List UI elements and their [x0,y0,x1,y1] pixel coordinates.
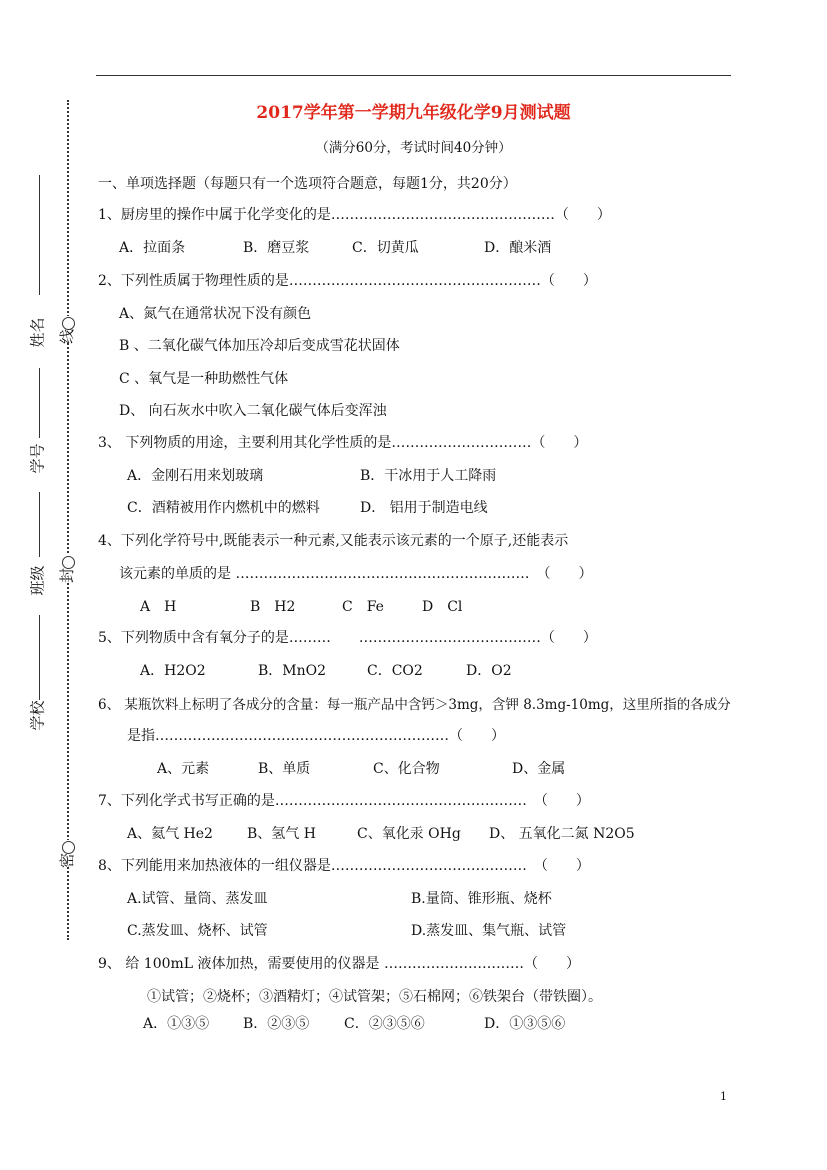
field-label-class: 班级 [28,565,47,596]
field-line-class[interactable] [39,492,40,557]
option-c[interactable]: C 、氧气是一种助燃性气体 [119,371,289,387]
question-stem-cont: ①试管；②烧杯；③酒精灯；④试管架；⑤石棉网；⑥铁架台（带铁圈）。 [147,989,602,1005]
option-a[interactable]: A．H2O2 [140,663,206,679]
page-subtitle: （满分60分，考试时间40分钟） [315,140,512,156]
option-b[interactable]: B.量筒、锥形瓶、烧杯 [411,891,552,907]
binding-dotted-line [67,100,69,940]
question-stem: 8、下列能用来加热液体的一组仪器是…………………………………… （ ） [98,858,590,874]
field-label-school: 学校 [28,700,47,731]
option-c[interactable]: C、化合物 [373,761,440,777]
question-stem: 5、下列物质中含有氧分子的是……… …………………………………（ ） [98,630,597,646]
seal-mark-mi: 密 [55,840,81,866]
option-a[interactable]: A、氮气在通常状况下没有颜色 [119,306,312,322]
option-a[interactable]: A H [140,599,177,615]
option-c[interactable]: C．CO2 [367,663,423,679]
option-c[interactable]: C．切黄瓜 [352,240,419,256]
question-stem: 6、 某瓶饮料上标明了各成分的含量：每一瓶产品中含钙＞3mg，含钾 8.3mg-10mg，这里所指的各成分 [98,697,731,713]
option-d[interactable]: D、金属 [512,761,566,777]
circle-icon [62,317,75,330]
option-b[interactable]: B 、二氧化碳气体加压冷却后变成雪花状固体 [119,338,400,354]
field-line-id[interactable] [39,368,40,438]
option-d[interactable]: D Cl [422,599,463,615]
field-line-school[interactable] [39,615,40,700]
question-stem-cont: 是指………………………………………………………（ ） [127,728,505,744]
option-c[interactable]: C．酒精被用作内燃机中的燃料 [127,500,320,516]
option-b[interactable]: B．干冰用于人工降雨 [360,468,497,484]
page-number: 1 [720,1090,727,1103]
option-c[interactable]: C、氧化汞 OHg [357,826,461,842]
question-stem: 1、厨房里的操作中属于化学变化的是…………………………………………（ ） [98,207,611,223]
option-b[interactable]: B．②③⑤ [243,1016,310,1032]
option-b[interactable]: B、单质 [258,761,311,777]
question-stem: 2、下列性质属于物理性质的是………………………………………………（ ） [98,273,597,289]
option-a[interactable]: A．①③⑤ [143,1016,210,1032]
option-d[interactable]: D.蒸发皿、集气瓶、试管 [411,923,567,939]
question-stem: 3、 下列物质的用途，主要利用其化学性质的是…………………………（ ） [98,435,588,451]
option-d[interactable]: D．酿米酒 [484,240,552,256]
seal-mark-feng: 封 [55,555,81,581]
option-d[interactable]: D、 五氧化二氮 N2O5 [489,826,635,842]
option-b[interactable]: B H2 [250,599,296,615]
option-d[interactable]: D、 向石灰水中吹入二氧化碳气体后变浑浊 [119,403,387,419]
option-d[interactable]: D．①③⑤⑥ [484,1016,566,1032]
question-stem: 4、下列化学符号中,既能表示一种元素,又能表示该元素的一个原子,还能表示 [98,533,569,549]
circle-icon [62,841,75,854]
section-heading: 一、单项选择题（每题只有一个选项符合题意，每题1分，共20分） [98,176,517,192]
field-label-name: 姓名 [28,317,47,348]
question-stem-cont: 该元素的单质的是 ……………………………………………………… （ ） [119,566,593,582]
option-a[interactable]: A．金刚石用来划玻璃 [127,468,264,484]
option-b[interactable]: B．磨豆浆 [243,240,310,256]
option-a[interactable]: A、氦气 He2 [127,826,213,842]
question-stem: 9、 给 100mL 液体加热，需要使用的仪器是 …………………………（ ） [98,956,581,972]
circle-icon [62,556,75,569]
option-c[interactable]: C.蒸发皿、烧杯、试管 [127,923,268,939]
option-c[interactable]: C Fe [342,599,384,615]
page-title: 2017学年第一学期九年级化学9月测试题 [256,103,571,123]
option-c[interactable]: C．②③⑤⑥ [344,1016,425,1032]
seal-mark-xian: 线 [55,316,81,342]
option-d[interactable]: D．O2 [466,663,512,679]
option-b[interactable]: B、氢气 H [247,826,316,842]
header-rule [96,75,731,76]
option-d[interactable]: D． 铝用于制造电线 [360,500,488,516]
option-a[interactable]: A．拉面条 [119,240,186,256]
option-b[interactable]: B．MnO2 [258,663,327,679]
question-stem: 7、下列化学式书写正确的是……………………………………………… （ ） [98,793,590,809]
field-label-id: 学号 [28,443,47,474]
option-a[interactable]: A.试管、量筒、蒸发皿 [127,891,268,907]
option-a[interactable]: A、元素 [157,761,210,777]
field-line-name[interactable] [39,175,40,295]
